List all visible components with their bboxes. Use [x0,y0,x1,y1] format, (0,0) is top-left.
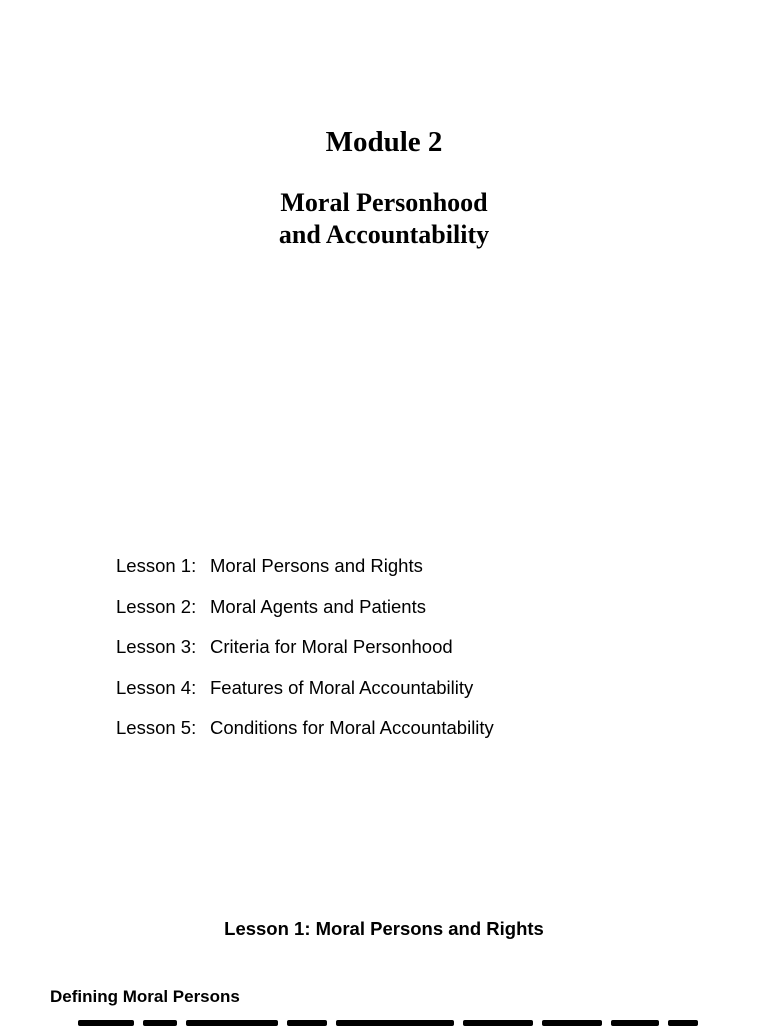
lesson-number: Lesson 5: [116,717,197,738]
lesson-number: Lesson 1: [116,555,197,576]
lesson-1-heading: Lesson 1: Moral Persons and Rights [224,918,544,939]
module-subtitle-line-1: Moral Personhood [280,188,488,217]
section-heading-defining-moral-persons: Defining Moral Persons [50,987,240,1006]
lesson-list-item [116,593,494,634]
lesson-list [116,552,494,755]
lesson-list-item [116,552,494,593]
module-subtitle [0,187,768,251]
lesson-list-item [116,714,494,755]
lesson-title: Criteria for Moral Personhood [210,636,453,657]
lesson-list-item [116,674,494,715]
lesson-title: Moral Agents and Patients [210,595,426,617]
lesson-title: Conditions for Moral Accountability [210,717,494,738]
lesson-number: Lesson 2: [116,595,197,617]
lesson-number: Lesson 3: [116,636,197,657]
lesson-number: Lesson 4: [116,676,197,698]
lesson-list-item [116,633,494,674]
lesson-title: Moral Persons and Rights [210,555,423,576]
cut-off-text-line [78,1018,718,1028]
module-title: Module 2 [325,126,443,158]
lesson-title: Features of Moral Accountability [210,676,474,698]
module-subtitle-line-2: and Accountability [278,220,490,249]
